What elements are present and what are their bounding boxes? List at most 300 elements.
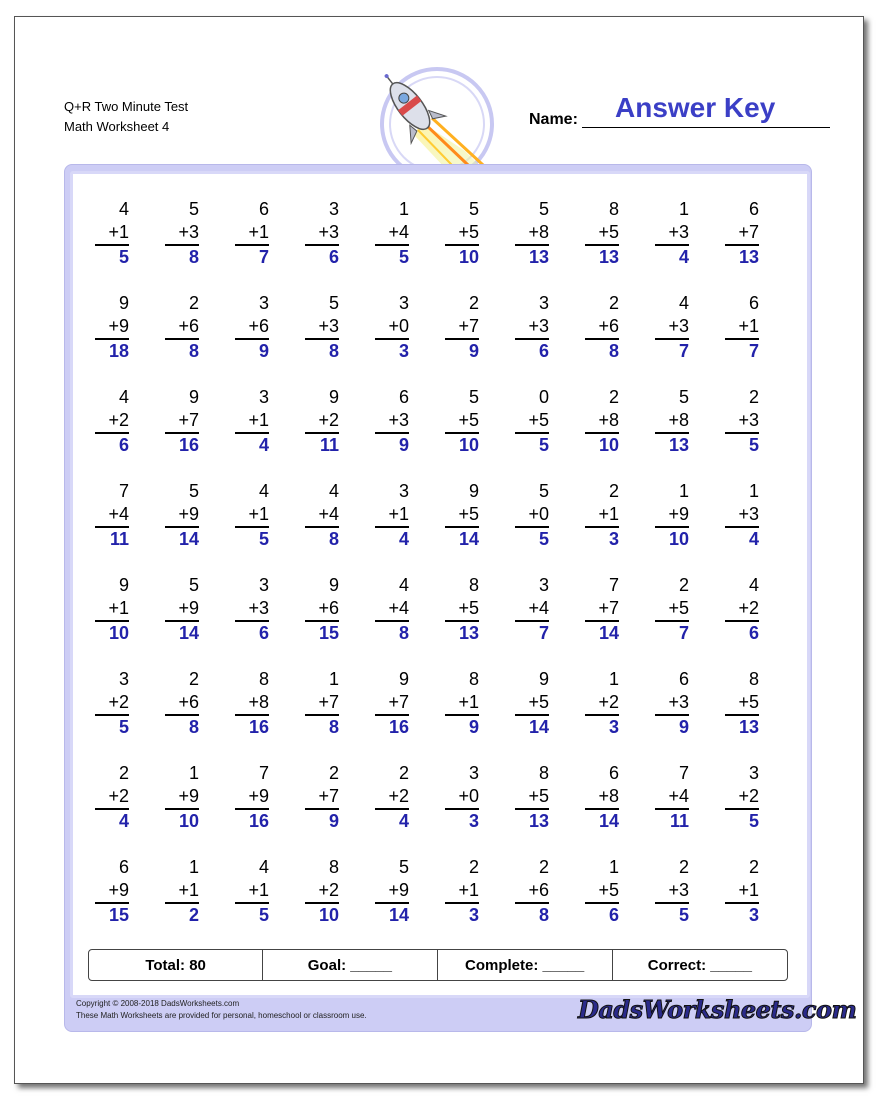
addend-value: 5 [538, 410, 549, 430]
problem-addend [579, 691, 619, 714]
problem-answer: 13 [668, 435, 689, 455]
plus-sign: + [178, 692, 189, 712]
problem-addend [89, 691, 129, 714]
addend-value: 9 [118, 880, 129, 900]
plus-sign: + [318, 222, 329, 242]
problem-answer: 5 [678, 905, 689, 925]
problem-top-number: 3 [748, 763, 759, 783]
addend-value: 2 [608, 692, 619, 712]
problem-answer: 11 [319, 435, 339, 455]
problem-addend [649, 785, 689, 808]
problem-top-number: 4 [398, 575, 409, 595]
problem-addend [89, 315, 129, 338]
problem-answer: 16 [388, 717, 409, 737]
plus-sign: + [108, 504, 119, 524]
problem-answer: 15 [318, 623, 339, 643]
problem-addend [229, 691, 269, 714]
addend-value: 6 [188, 692, 199, 712]
problem-answer: 6 [258, 623, 269, 643]
plus-sign: + [318, 692, 329, 712]
plus-sign: + [248, 410, 259, 430]
plus-sign: + [668, 598, 679, 618]
addend-value: 7 [748, 222, 759, 242]
problem-addend [439, 879, 479, 902]
problem-top-number: 2 [608, 387, 619, 407]
problem-answer: 8 [188, 717, 199, 737]
addend-value: 1 [258, 222, 269, 242]
plus-sign: + [598, 786, 609, 806]
problem-answer: 3 [398, 341, 409, 361]
problem-addend [439, 597, 479, 620]
title-line-1: Q+R Two Minute Test [64, 99, 189, 114]
problem-top-number: 7 [258, 763, 269, 783]
problem-addend [229, 879, 269, 902]
addend-value: 7 [608, 598, 619, 618]
problem-answer: 14 [388, 905, 409, 925]
addend-value: 6 [328, 598, 339, 618]
problem-answer: 3 [608, 717, 619, 737]
plus-sign: + [738, 692, 749, 712]
addend-value: 1 [748, 316, 759, 336]
addend-value: 0 [538, 504, 549, 524]
problem [159, 386, 199, 457]
problem-addend [439, 691, 479, 714]
problem [719, 856, 759, 927]
plus-sign: + [318, 504, 329, 524]
problem [89, 574, 129, 645]
problem-addend [579, 879, 619, 902]
problem-answer: 5 [258, 529, 269, 549]
problem-top-number: 2 [328, 763, 339, 783]
addend-value: 2 [398, 786, 409, 806]
problem-top-number: 5 [468, 387, 479, 407]
copyright [76, 998, 367, 1022]
problem-top-number: 5 [328, 293, 339, 313]
problem-answer: 16 [178, 435, 199, 455]
addend-value: 7 [328, 692, 339, 712]
addend-value: 1 [468, 692, 479, 712]
problem-top-number: 2 [608, 293, 619, 313]
problem-addend [439, 503, 479, 526]
problem-addend [509, 785, 549, 808]
problem-top-number: 3 [258, 575, 269, 595]
problem-addend [369, 785, 409, 808]
problem [509, 292, 549, 363]
total-cell: Total: 80 [89, 950, 263, 980]
addend-value: 8 [678, 410, 689, 430]
problem-answer: 8 [328, 717, 339, 737]
addend-value: 3 [398, 410, 409, 430]
problem-addend [509, 879, 549, 902]
problem-answer: 8 [608, 341, 619, 361]
addend-value: 5 [608, 880, 619, 900]
plus-sign: + [178, 880, 189, 900]
problem-addend [509, 691, 549, 714]
problem-addend [509, 597, 549, 620]
problem-top-number: 4 [678, 293, 689, 313]
problem-top-number: 8 [258, 669, 269, 689]
problem [369, 292, 409, 363]
problem [369, 386, 409, 457]
problem-addend [649, 221, 689, 244]
problem-addend [159, 597, 199, 620]
plus-sign: + [668, 410, 679, 430]
complete-cell: Complete: _____ [438, 950, 613, 980]
goal-cell: Goal: _____ [263, 950, 437, 980]
problem-answer: 5 [398, 247, 409, 267]
problem-top-number: 3 [398, 293, 409, 313]
problem [649, 198, 689, 269]
problem [719, 762, 759, 833]
addend-value: 9 [678, 504, 689, 524]
addend-value: 4 [538, 598, 549, 618]
plus-sign: + [528, 880, 539, 900]
addend-value: 1 [188, 880, 199, 900]
problem-addend [229, 597, 269, 620]
problem-answer: 6 [538, 341, 549, 361]
addend-value: 0 [468, 786, 479, 806]
addend-value: 1 [258, 504, 269, 524]
problem [439, 480, 479, 551]
problem-answer: 7 [678, 623, 689, 643]
problem [89, 480, 129, 551]
addend-value: 2 [328, 410, 339, 430]
problem [509, 198, 549, 269]
worksheet-title [64, 97, 188, 137]
addend-value: 5 [538, 692, 549, 712]
plus-sign: + [178, 786, 189, 806]
problem-answer: 9 [328, 811, 339, 831]
plus-sign: + [598, 692, 609, 712]
addend-value: 5 [538, 786, 549, 806]
correct-cell: Correct: _____ [647, 956, 752, 974]
plus-sign: + [318, 880, 329, 900]
problem-top-number: 5 [398, 857, 409, 877]
problem [719, 292, 759, 363]
problem-addend [299, 597, 339, 620]
problem-top-number: 0 [538, 387, 549, 407]
problem-addend [579, 785, 619, 808]
problem-top-number: 1 [678, 481, 689, 501]
problem-answer: 11 [109, 529, 129, 549]
problem-answer: 13 [528, 247, 549, 267]
problem [159, 198, 199, 269]
problem-answer: 9 [468, 717, 479, 737]
problem-addend [369, 597, 409, 620]
problem [159, 668, 199, 739]
problem-top-number: 9 [398, 669, 409, 689]
problem-answer: 6 [608, 905, 619, 925]
problem-addend [89, 221, 129, 244]
problem [719, 574, 759, 645]
problem-top-number: 5 [538, 199, 549, 219]
problem-answer: 10 [458, 435, 479, 455]
problem [369, 668, 409, 739]
addend-value: 4 [678, 786, 689, 806]
problem-addend [369, 691, 409, 714]
problem-answer: 18 [108, 341, 129, 361]
problem-answer: 13 [738, 717, 759, 737]
addend-value: 5 [468, 410, 479, 430]
problem [299, 762, 339, 833]
addend-value: 8 [538, 222, 549, 242]
plus-sign: + [528, 410, 539, 430]
addend-value: 2 [118, 786, 129, 806]
addend-value: 5 [468, 222, 479, 242]
plus-sign: + [668, 316, 679, 336]
plus-sign: + [248, 504, 259, 524]
addend-value: 1 [748, 880, 759, 900]
addend-value: 8 [608, 410, 619, 430]
problem [229, 198, 269, 269]
problem-top-number: 9 [328, 387, 339, 407]
problem-top-number: 4 [118, 199, 129, 219]
problem-answer: 5 [538, 435, 549, 455]
plus-sign: + [528, 598, 539, 618]
plus-sign: + [248, 316, 259, 336]
problem [159, 856, 199, 927]
problem-addend [159, 785, 199, 808]
problem-addend [369, 409, 409, 432]
problem-answer: 10 [458, 247, 479, 267]
problem-top-number: 5 [188, 199, 199, 219]
problem-addend [299, 315, 339, 338]
problem-answer: 7 [748, 341, 759, 361]
problem-top-number: 8 [328, 857, 339, 877]
problem-top-number: 2 [188, 669, 199, 689]
plus-sign: + [528, 692, 539, 712]
problem-answer: 8 [328, 341, 339, 361]
title-line-2: Math Worksheet 4 [64, 119, 170, 134]
problem [439, 386, 479, 457]
problem [579, 386, 619, 457]
plus-sign: + [458, 222, 469, 242]
problem-addend [229, 503, 269, 526]
problem-top-number: 4 [118, 387, 129, 407]
problem-answer: 16 [248, 717, 269, 737]
plus-sign: + [458, 786, 469, 806]
problem-answer: 7 [678, 341, 689, 361]
problem [509, 386, 549, 457]
problem [89, 292, 129, 363]
problem [649, 668, 689, 739]
problem-top-number: 9 [538, 669, 549, 689]
problem-answer: 13 [738, 247, 759, 267]
plus-sign: + [598, 504, 609, 524]
problem-addend [719, 691, 759, 714]
problem-answer: 8 [398, 623, 409, 643]
problem-top-number: 1 [678, 199, 689, 219]
addend-value: 3 [538, 316, 549, 336]
plus-sign: + [318, 598, 329, 618]
problem-addend [579, 409, 619, 432]
problem [649, 292, 689, 363]
name-line [582, 127, 830, 128]
problem-top-number: 1 [748, 481, 759, 501]
problem-answer: 14 [528, 717, 549, 737]
problem-addend [299, 503, 339, 526]
problem-top-number: 3 [468, 763, 479, 783]
problem [579, 480, 619, 551]
problem-top-number: 8 [538, 763, 549, 783]
problem-addend [89, 503, 129, 526]
problem [159, 480, 199, 551]
addend-value: 9 [118, 316, 129, 336]
problem-answer: 7 [258, 247, 269, 267]
problem-top-number: 1 [608, 669, 619, 689]
plus-sign: + [318, 410, 329, 430]
problem-addend [649, 503, 689, 526]
problem [579, 762, 619, 833]
problem [299, 198, 339, 269]
problem-answer: 10 [318, 905, 339, 925]
problem [649, 856, 689, 927]
problem-addend [719, 221, 759, 244]
plus-sign: + [108, 222, 119, 242]
problem-answer: 5 [538, 529, 549, 549]
problem-answer: 13 [598, 247, 619, 267]
problem-addend [159, 503, 199, 526]
problem-answer: 10 [178, 811, 199, 831]
addend-value: 4 [398, 598, 409, 618]
problem-top-number: 5 [678, 387, 689, 407]
addend-value: 1 [258, 410, 269, 430]
problem-addend [579, 315, 619, 338]
problem [439, 198, 479, 269]
problem-addend [89, 409, 129, 432]
problem-answer: 8 [328, 529, 339, 549]
problem-addend [579, 597, 619, 620]
problem-top-number: 8 [608, 199, 619, 219]
problem [229, 480, 269, 551]
copyright-line-1: Copyright © 2008-2018 DadsWorksheets.com [76, 999, 240, 1008]
addend-value: 8 [258, 692, 269, 712]
problem [159, 292, 199, 363]
problem-top-number: 5 [468, 199, 479, 219]
problem [439, 292, 479, 363]
problem-answer: 3 [468, 905, 479, 925]
problem-top-number: 3 [538, 575, 549, 595]
problem [719, 386, 759, 457]
addend-value: 6 [258, 316, 269, 336]
problem [89, 856, 129, 927]
problem-top-number: 1 [188, 857, 199, 877]
problem-answer: 5 [258, 905, 269, 925]
problem [159, 762, 199, 833]
addend-value: 3 [678, 880, 689, 900]
plus-sign: + [668, 222, 679, 242]
addend-value: 1 [398, 504, 409, 524]
problem [509, 574, 549, 645]
plus-sign: + [248, 598, 259, 618]
plus-sign: + [248, 880, 259, 900]
problem-addend [719, 503, 759, 526]
problem [719, 668, 759, 739]
addend-value: 5 [468, 504, 479, 524]
problem-top-number: 4 [258, 481, 269, 501]
plus-sign: + [318, 316, 329, 336]
problem-addend [439, 315, 479, 338]
problem-addend [649, 879, 689, 902]
addend-value: 3 [258, 598, 269, 618]
problem [649, 762, 689, 833]
addend-value: 3 [678, 316, 689, 336]
problem-answer: 5 [118, 717, 129, 737]
problem-addend [159, 879, 199, 902]
addend-value: 9 [258, 786, 269, 806]
addend-value: 2 [748, 786, 759, 806]
problem-top-number: 9 [118, 575, 129, 595]
plus-sign: + [248, 222, 259, 242]
problem [369, 574, 409, 645]
problem [229, 292, 269, 363]
score-table [88, 949, 788, 981]
problem-answer: 10 [598, 435, 619, 455]
addend-value: 2 [118, 410, 129, 430]
addend-value: 3 [188, 222, 199, 242]
addend-value: 6 [608, 316, 619, 336]
problem-top-number: 2 [118, 763, 129, 783]
problem-answer: 10 [108, 623, 129, 643]
addend-value: 3 [748, 504, 759, 524]
addend-value: 1 [258, 880, 269, 900]
problem-top-number: 2 [398, 763, 409, 783]
problem-addend [509, 221, 549, 244]
problem-answer: 14 [178, 623, 199, 643]
problem-addend [439, 409, 479, 432]
problem [439, 668, 479, 739]
problem-addend [89, 597, 129, 620]
plus-sign: + [598, 598, 609, 618]
problem-addend [369, 315, 409, 338]
addend-value: 7 [188, 410, 199, 430]
problem-answer: 9 [468, 341, 479, 361]
plus-sign: + [388, 504, 399, 524]
problem-addend [89, 879, 129, 902]
problem-addend [299, 879, 339, 902]
problem [369, 762, 409, 833]
plus-sign: + [388, 692, 399, 712]
problem [299, 386, 339, 457]
plus-sign: + [108, 410, 119, 430]
plus-sign: + [108, 880, 119, 900]
problem-top-number: 3 [258, 387, 269, 407]
problem-top-number: 8 [468, 575, 479, 595]
problem-top-number: 6 [748, 199, 759, 219]
problem-addend [649, 597, 689, 620]
addend-value: 6 [188, 316, 199, 336]
problem-answer: 7 [538, 623, 549, 643]
plus-sign: + [598, 410, 609, 430]
problem [509, 856, 549, 927]
problem-top-number: 5 [188, 575, 199, 595]
problem [579, 856, 619, 927]
problem-answer: 14 [598, 811, 619, 831]
problem-addend [369, 503, 409, 526]
plus-sign: + [458, 316, 469, 336]
problem-top-number: 5 [538, 481, 549, 501]
answer-key-label: Answer Key [615, 92, 776, 123]
problem-answer: 8 [188, 341, 199, 361]
problem [439, 762, 479, 833]
plus-sign: + [738, 598, 749, 618]
problem-addend [439, 785, 479, 808]
plus-sign: + [458, 598, 469, 618]
problem-answer: 2 [188, 905, 199, 925]
problem [89, 198, 129, 269]
plus-sign: + [388, 880, 399, 900]
problem [579, 292, 619, 363]
